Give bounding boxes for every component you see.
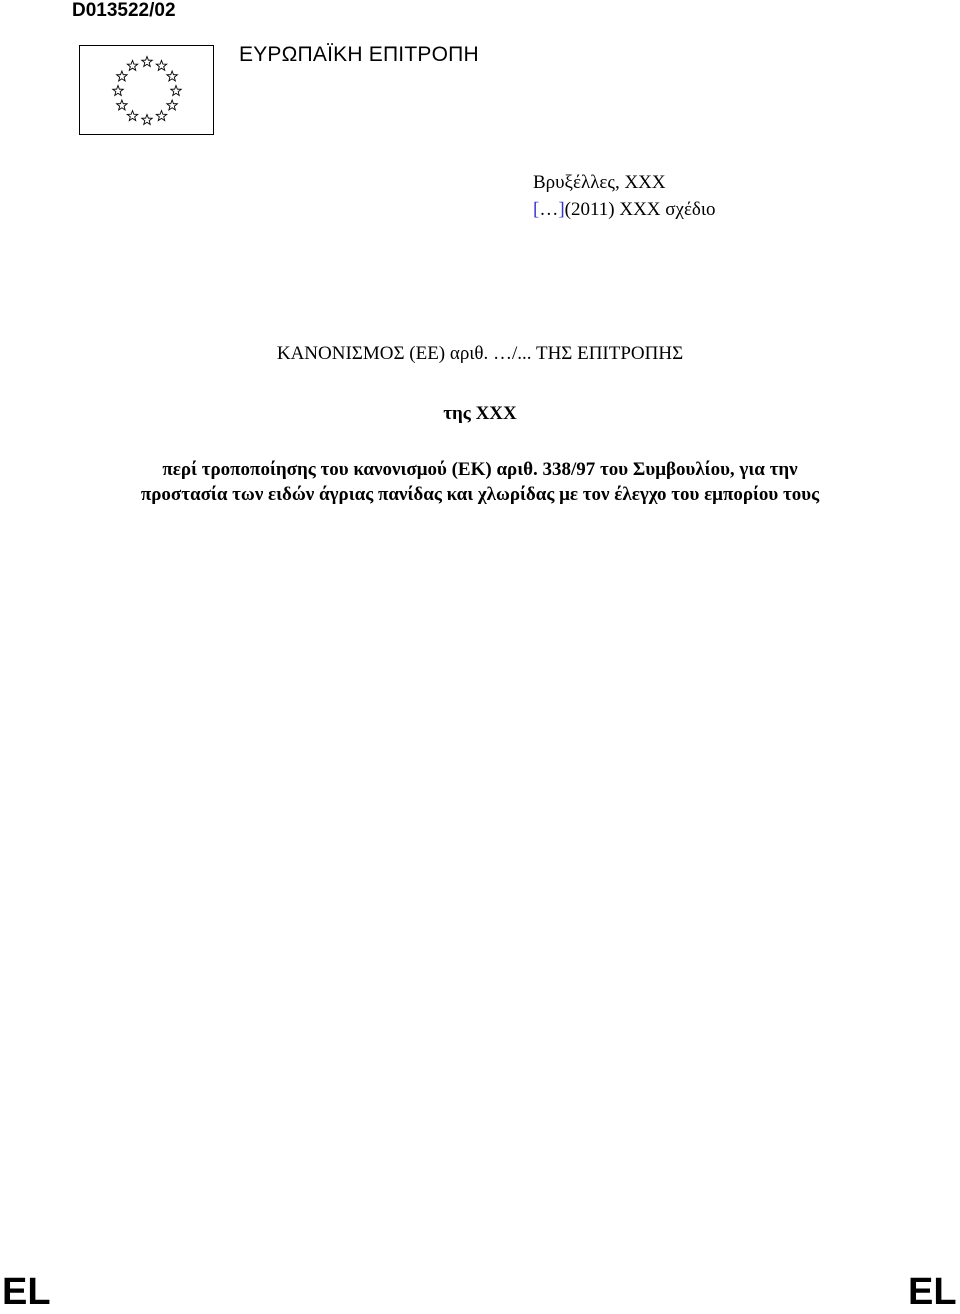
star-icon <box>156 111 166 121</box>
eu-flag-stars-icon <box>80 46 215 136</box>
star-icon <box>117 71 127 81</box>
reference-line <box>533 199 716 221</box>
star-icon <box>167 100 177 110</box>
star-icon <box>167 71 177 81</box>
reference-bracket-open: [ <box>533 199 540 220</box>
reference-bracket-close: ] <box>558 199 565 220</box>
place-date: Βρυξέλλες, XXX <box>533 172 666 193</box>
language-code-right: EL <box>908 1271 957 1313</box>
star-icon <box>142 57 152 67</box>
star-icon <box>127 60 137 70</box>
regulation-subject-line: προστασία των ειδών άγριας πανίδας και χλωρίδας με τον έλεγχο του εμπορίου τους <box>140 484 820 505</box>
star-icon <box>117 100 127 110</box>
regulation-date: της XXX <box>443 403 517 424</box>
star-icon <box>171 86 181 96</box>
language-code-left: EL <box>2 1271 51 1313</box>
regulation-subject-line: περί τροποποίησης του κανονισμού (ΕΚ) αριθ. 338/97 του Συμβουλίου, για την <box>162 459 798 480</box>
regulation-title: ΚΑΝΟΝΙΣΜΟΣ (ΕΕ) αριθ. …/... ΤΗΣ ΕΠΙΤΡΟΠΗΣ <box>276 343 684 364</box>
document-id: D013522/02 <box>72 0 176 21</box>
star-icon <box>142 115 152 125</box>
reference-text: (2011) XXX σχέδιο <box>564 199 716 220</box>
eu-logo <box>79 45 214 135</box>
star-icon <box>113 86 123 96</box>
star-icon <box>127 111 137 121</box>
star-icon <box>156 60 166 70</box>
reference-ellipsis: … <box>539 199 559 220</box>
organization-name: ΕΥΡΩΠΑΪΚΗ ΕΠΙΤΡΟΠΗ <box>239 43 479 66</box>
